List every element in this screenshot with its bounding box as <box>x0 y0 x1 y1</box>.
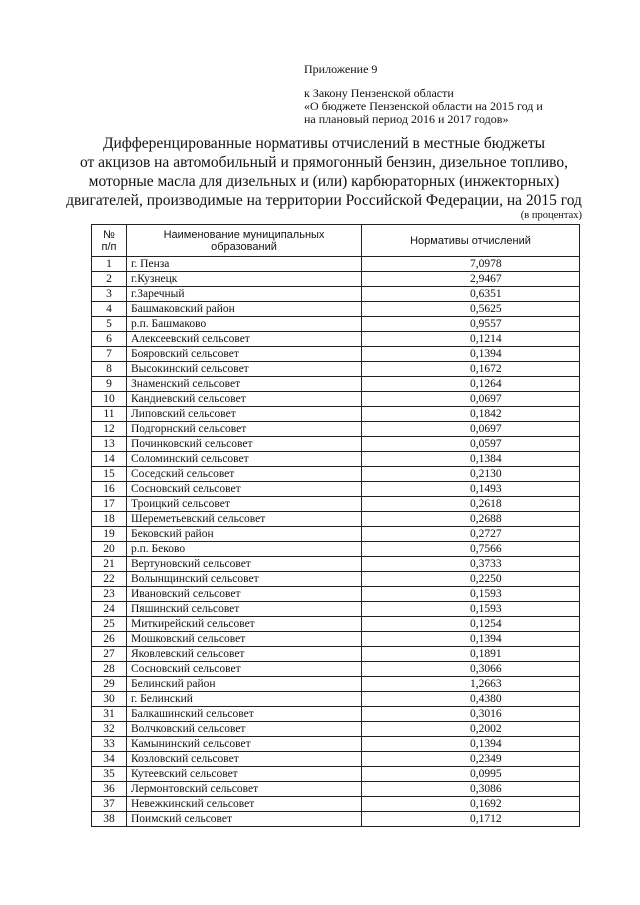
row-norm: 0,1493 <box>362 482 580 497</box>
row-norm: 0,5625 <box>362 302 580 317</box>
row-norm: 0,2002 <box>362 722 580 737</box>
row-number: 14 <box>92 452 127 467</box>
row-municipality: Вертуновский сельсовет <box>127 557 362 572</box>
row-municipality: Лермонтовский сельсовет <box>127 782 362 797</box>
row-municipality: Балкашинский сельсовет <box>127 707 362 722</box>
row-municipality: Починковский сельсовет <box>127 437 362 452</box>
law-line: на плановый период 2016 и 2017 годов» <box>304 112 509 126</box>
table-row <box>92 707 580 722</box>
header-number-line: № <box>103 228 115 241</box>
row-number: 6 <box>92 332 127 347</box>
row-number: 9 <box>92 377 127 392</box>
row-norm: 0,1394 <box>362 632 580 647</box>
row-number: 24 <box>92 602 127 617</box>
row-municipality: Бояровский сельсовет <box>127 347 362 362</box>
row-norm: 0,2250 <box>362 572 580 587</box>
table-row <box>92 377 580 392</box>
row-municipality: Сосновский сельсовет <box>127 482 362 497</box>
row-norm: 0,9557 <box>362 317 580 332</box>
row-municipality: р.п. Башмаково <box>127 317 362 332</box>
row-municipality: Башмаковский район <box>127 302 362 317</box>
row-number: 23 <box>92 587 127 602</box>
table-row <box>92 557 580 572</box>
table-row <box>92 452 580 467</box>
row-norm: 0,1692 <box>362 797 580 812</box>
row-norm: 0,1712 <box>362 812 580 827</box>
table-row <box>92 632 580 647</box>
document-title <box>60 134 588 210</box>
row-municipality: Кутеевский сельсовет <box>127 767 362 782</box>
header-number-line: п/п <box>101 240 117 253</box>
table-row <box>92 437 580 452</box>
row-number: 8 <box>92 362 127 377</box>
row-norm: 0,2130 <box>362 467 580 482</box>
row-norm: 0,1842 <box>362 407 580 422</box>
table-row <box>92 797 580 812</box>
row-norm: 0,3066 <box>362 662 580 677</box>
row-number: 10 <box>92 392 127 407</box>
table-header-row <box>92 225 580 257</box>
table-row <box>92 767 580 782</box>
row-municipality: Знаменский сельсовет <box>127 377 362 392</box>
row-norm: 0,0697 <box>362 392 580 407</box>
title-line: Дифференцированные нормативы отчислений в местные бюджеты <box>102 135 546 152</box>
row-municipality: Ивановский сельсовет <box>127 587 362 602</box>
row-municipality: Бековский район <box>127 527 362 542</box>
row-municipality: г. Пенза <box>127 257 362 272</box>
table-row <box>92 422 580 437</box>
table-row <box>92 722 580 737</box>
table-row <box>92 272 580 287</box>
row-number: 36 <box>92 782 127 797</box>
header-municipality-line: Наименование муниципальных <box>163 228 325 241</box>
row-municipality: Волчковский сельсовет <box>127 722 362 737</box>
row-number: 20 <box>92 542 127 557</box>
table-row <box>92 497 580 512</box>
row-norm: 0,1394 <box>362 737 580 752</box>
row-municipality: Соломинский сельсовет <box>127 452 362 467</box>
table-row <box>92 692 580 707</box>
table-row <box>92 542 580 557</box>
row-number: 34 <box>92 752 127 767</box>
law-line: к Закону Пензенской области <box>304 86 454 100</box>
row-number: 33 <box>92 737 127 752</box>
row-number: 30 <box>92 692 127 707</box>
table-row <box>92 347 580 362</box>
row-municipality: Сосновский сельсовет <box>127 662 362 677</box>
norms-table <box>91 224 580 827</box>
row-number: 29 <box>92 677 127 692</box>
table-row <box>92 317 580 332</box>
row-norm: 1,2663 <box>362 677 580 692</box>
header-municipality <box>127 225 362 257</box>
row-number: 12 <box>92 422 127 437</box>
row-municipality: г. Белинский <box>127 692 362 707</box>
table-row <box>92 737 580 752</box>
table-row <box>92 752 580 767</box>
table-row <box>92 467 580 482</box>
row-number: 7 <box>92 347 127 362</box>
table-row <box>92 587 580 602</box>
row-norm: 0,7566 <box>362 542 580 557</box>
row-norm: 0,0597 <box>362 437 580 452</box>
row-municipality: Волынщинский сельсовет <box>127 572 362 587</box>
row-norm: 0,1593 <box>362 602 580 617</box>
row-norm: 0,3016 <box>362 707 580 722</box>
table-row <box>92 782 580 797</box>
table-row <box>92 617 580 632</box>
row-municipality: Яковлевский сельсовет <box>127 647 362 662</box>
row-norm: 0,1891 <box>362 647 580 662</box>
table-row <box>92 527 580 542</box>
row-norm: 0,1264 <box>362 377 580 392</box>
row-municipality: г.Кузнецк <box>127 272 362 287</box>
row-number: 18 <box>92 512 127 527</box>
row-municipality: Подгорнский сельсовет <box>127 422 362 437</box>
row-municipality: Троицкий сельсовет <box>127 497 362 512</box>
row-norm: 0,0697 <box>362 422 580 437</box>
row-number: 11 <box>92 407 127 422</box>
row-number: 19 <box>92 527 127 542</box>
row-norm: 0,4380 <box>362 692 580 707</box>
row-norm: 7,0978 <box>362 257 580 272</box>
table-row <box>92 602 580 617</box>
row-municipality: Невежкинский сельсовет <box>127 797 362 812</box>
row-number: 35 <box>92 767 127 782</box>
row-norm: 0,1384 <box>362 452 580 467</box>
row-number: 25 <box>92 617 127 632</box>
row-norm: 0,2618 <box>362 497 580 512</box>
row-norm: 0,3733 <box>362 557 580 572</box>
table-row <box>92 392 580 407</box>
row-number: 26 <box>92 632 127 647</box>
row-number: 21 <box>92 557 127 572</box>
header-number <box>92 225 127 257</box>
table-row <box>92 302 580 317</box>
title-line: от акцизов на автомобильный и прямогонный бензин, дизельное топливо, <box>79 154 569 171</box>
row-norm: 0,2727 <box>362 527 580 542</box>
row-number: 27 <box>92 647 127 662</box>
row-municipality: Высокинский сельсовет <box>127 362 362 377</box>
row-norm: 0,1593 <box>362 587 580 602</box>
row-number: 5 <box>92 317 127 332</box>
row-municipality: Поимский сельсовет <box>127 812 362 827</box>
table-row <box>92 287 580 302</box>
row-number: 3 <box>92 287 127 302</box>
row-norm: 0,1672 <box>362 362 580 377</box>
row-norm: 0,2688 <box>362 512 580 527</box>
row-municipality: Миткирейский сельсовет <box>127 617 362 632</box>
row-municipality: р.п. Беково <box>127 542 362 557</box>
row-number: 15 <box>92 467 127 482</box>
row-norm: 0,1254 <box>362 617 580 632</box>
row-municipality: Липовский сельсовет <box>127 407 362 422</box>
row-number: 17 <box>92 497 127 512</box>
row-number: 2 <box>92 272 127 287</box>
row-number: 16 <box>92 482 127 497</box>
law-line: «О бюджете Пензенской области на 2015 год и <box>304 99 543 113</box>
row-norm: 2,9467 <box>362 272 580 287</box>
table-row <box>92 812 580 827</box>
table-row <box>92 572 580 587</box>
table-row <box>92 407 580 422</box>
table-row <box>92 512 580 527</box>
row-municipality: Соседский сельсовет <box>127 467 362 482</box>
row-municipality: г.Заречный <box>127 287 362 302</box>
row-norm: 0,2349 <box>362 752 580 767</box>
table-row <box>92 677 580 692</box>
row-norm: 0,1394 <box>362 347 580 362</box>
row-norm: 0,1214 <box>362 332 580 347</box>
row-number: 31 <box>92 707 127 722</box>
law-reference <box>304 87 604 126</box>
table-row <box>92 662 580 677</box>
row-municipality: Белинский район <box>127 677 362 692</box>
row-norm: 0,3086 <box>362 782 580 797</box>
row-number: 38 <box>92 812 127 827</box>
appendix-number: Приложение 9 <box>304 62 378 76</box>
table-row <box>92 332 580 347</box>
row-number: 32 <box>92 722 127 737</box>
table-row <box>92 647 580 662</box>
title-line: двигателей, производимые на территории Российской Федерации, на 2015 год <box>66 192 582 209</box>
table-row <box>92 362 580 377</box>
row-municipality: Козловский сельсовет <box>127 752 362 767</box>
row-municipality: Мошковский сельсовет <box>127 632 362 647</box>
row-number: 1 <box>92 257 127 272</box>
header-norm: Нормативы отчислений <box>362 225 580 257</box>
row-number: 28 <box>92 662 127 677</box>
row-municipality: Кандиевский сельсовет <box>127 392 362 407</box>
row-municipality: Шереметьевский сельсовет <box>127 512 362 527</box>
row-municipality: Камынинский сельсовет <box>127 737 362 752</box>
header-municipality-line: образований <box>211 240 277 253</box>
row-number: 22 <box>92 572 127 587</box>
table-row <box>92 482 580 497</box>
row-norm: 0,0995 <box>362 767 580 782</box>
units-note: (в процентах) <box>520 210 582 221</box>
row-municipality: Алексеевский сельсовет <box>127 332 362 347</box>
row-number: 4 <box>92 302 127 317</box>
title-line: моторные масла для дизельных и (или) карбюраторных (инжекторных) <box>88 173 560 190</box>
row-norm: 0,6351 <box>362 287 580 302</box>
row-municipality: Пяшинский сельсовет <box>127 602 362 617</box>
table-row <box>92 257 580 272</box>
row-number: 13 <box>92 437 127 452</box>
row-number: 37 <box>92 797 127 812</box>
